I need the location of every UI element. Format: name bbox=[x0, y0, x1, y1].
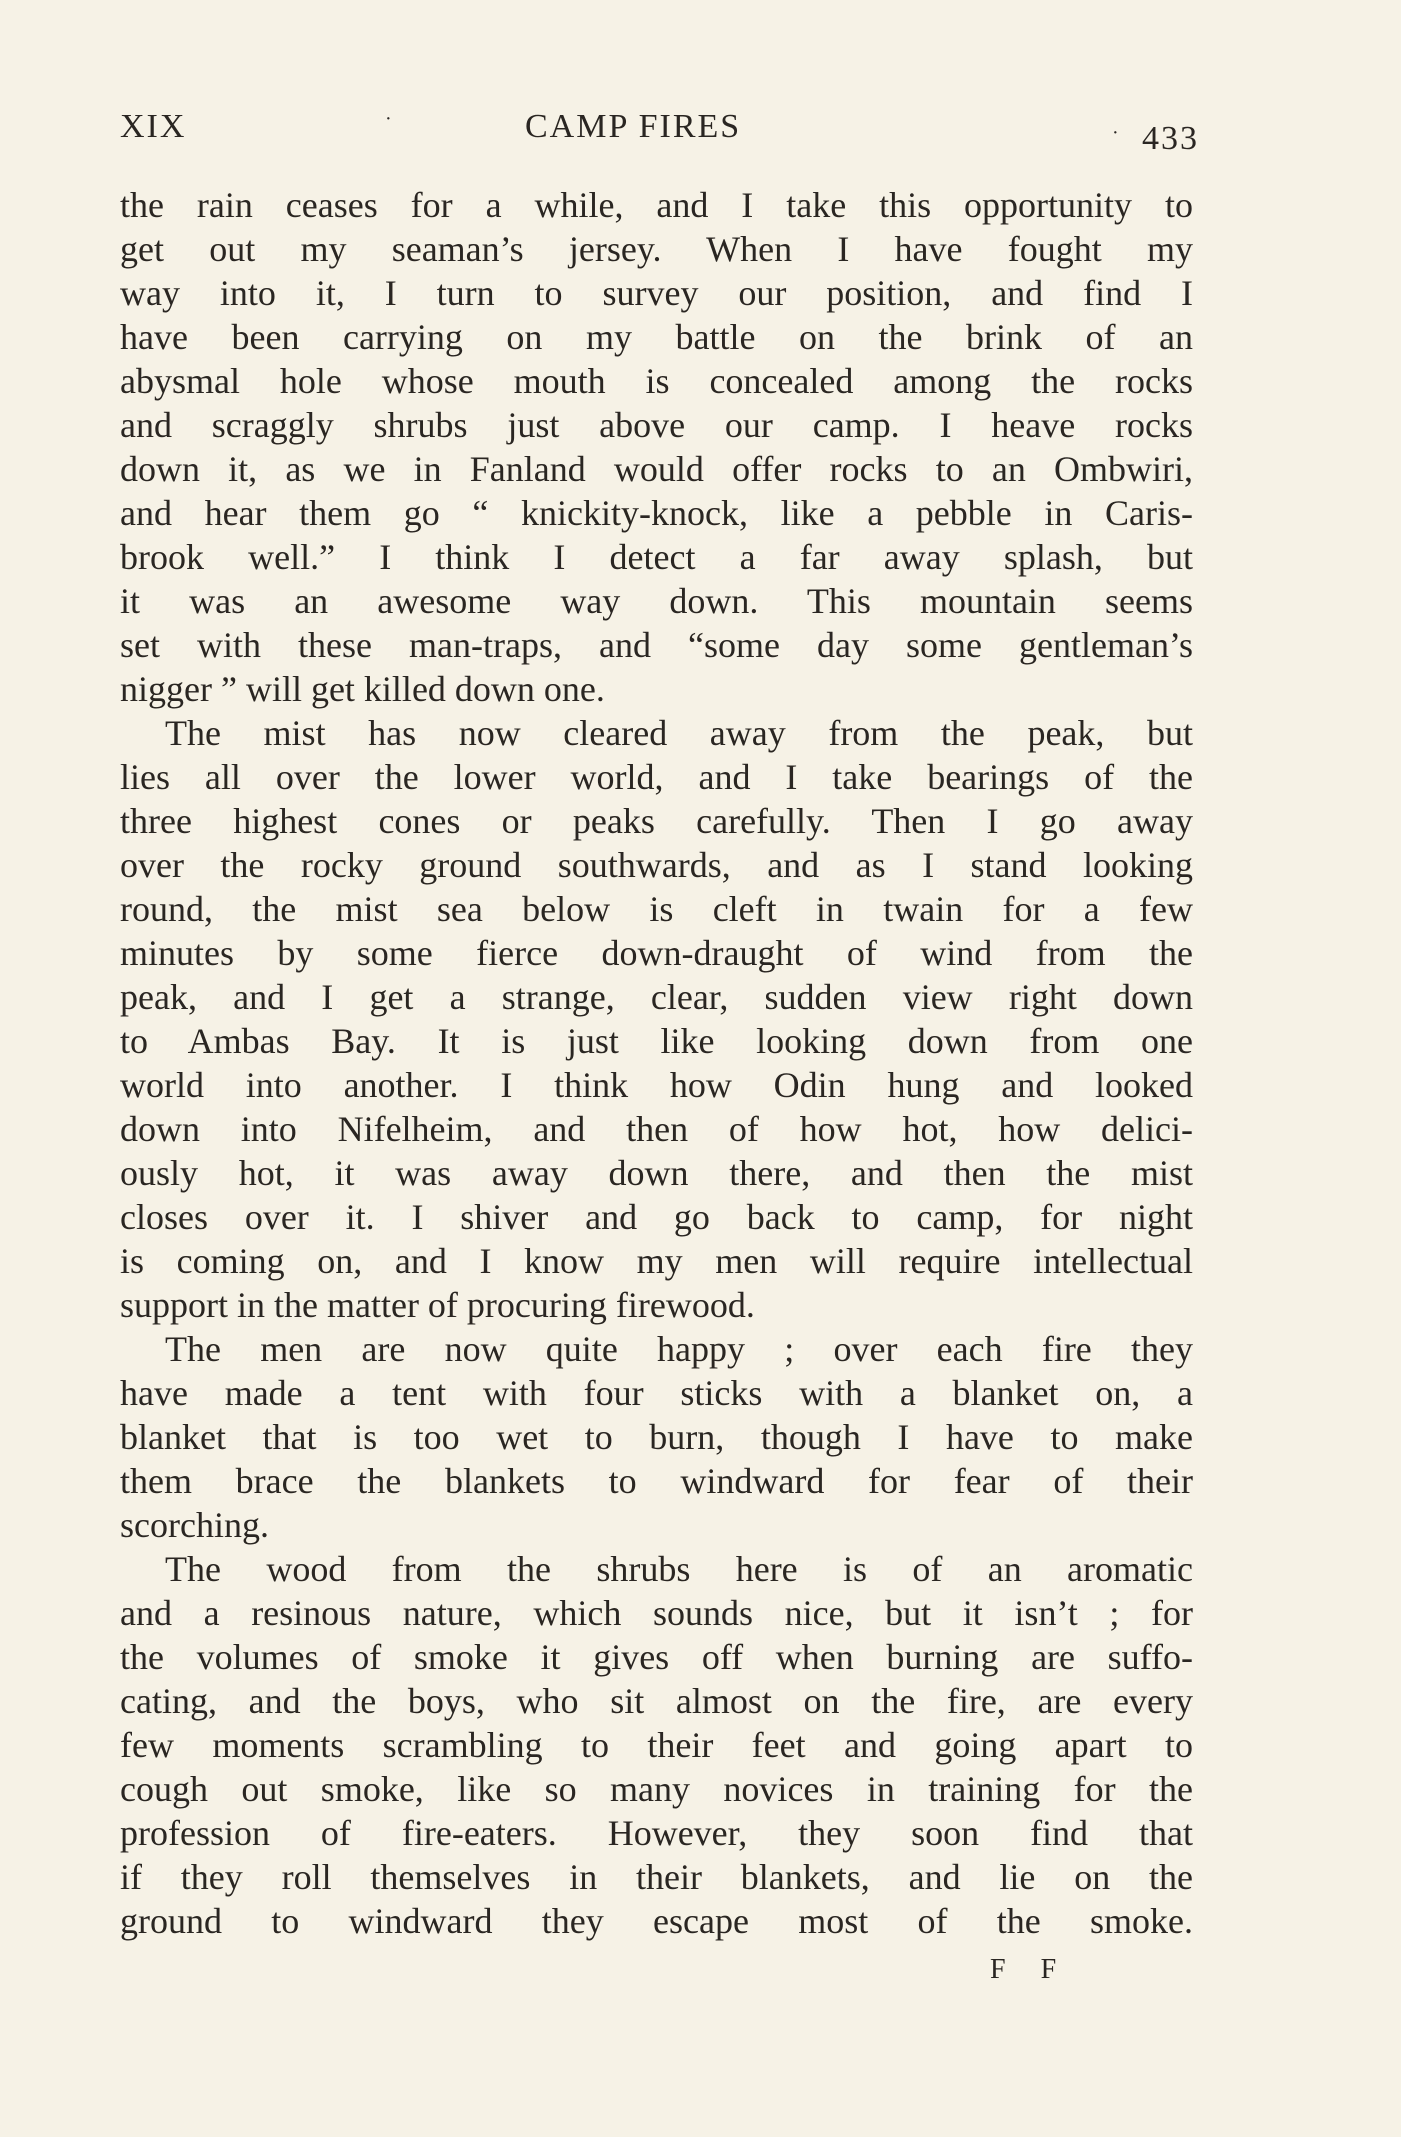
text-line: three highest cones or peaks carefully. Then I go away bbox=[120, 801, 1193, 841]
text-line: ground to windward they escape most of the smoke. bbox=[120, 1901, 1193, 1941]
text-line: cating, and the boys, who sit almost on the fire, are every bbox=[120, 1681, 1193, 1721]
page-number: 433 bbox=[1142, 120, 1199, 157]
chapter-title: CAMP FIRES bbox=[525, 108, 742, 145]
text-line: if they roll themselves in their blankets, and lie on the bbox=[120, 1857, 1193, 1897]
text-line: lies all over the lower world, and I take bearings of the bbox=[120, 757, 1193, 797]
text-line: the rain ceases for a while, and I take this opportunity to bbox=[120, 185, 1193, 225]
text-line: closes over it. I shiver and go back to camp, for night bbox=[120, 1197, 1193, 1237]
paragraph-first-line: The mist has now cleared away from the peak, but bbox=[165, 713, 1193, 753]
text-line: them brace the blankets to windward for fear of their bbox=[120, 1461, 1193, 1501]
signature-mark: F F bbox=[990, 1954, 1071, 1985]
text-line: it was an awesome way down. This mountain seems bbox=[120, 581, 1193, 621]
text-line: have made a tent with four sticks with a blanket on, a bbox=[120, 1373, 1193, 1413]
text-line: over the rocky ground southwards, and as I stand looking bbox=[120, 845, 1193, 885]
text-line: support in the matter of procuring firewood. bbox=[120, 1285, 755, 1325]
text-line: world into another. I think how Odin hung and looked bbox=[120, 1065, 1193, 1105]
header-separator-dot: · bbox=[385, 108, 394, 130]
text-line: nigger ” will get killed down one. bbox=[120, 669, 605, 709]
page-number-dot: · bbox=[1112, 122, 1121, 144]
text-line: and a resinous nature, which sounds nice, but it isn’t ; for bbox=[120, 1593, 1193, 1633]
paragraph-first-line: The men are now quite happy ; over each fire they bbox=[165, 1329, 1193, 1369]
text-line: down into Nifelheim, and then of how hot, how delici- bbox=[120, 1109, 1193, 1149]
body-text bbox=[120, 183, 1193, 1943]
text-line: have been carrying on my battle on the brink of an bbox=[120, 317, 1193, 357]
text-line: is coming on, and I know my men will require intellectual bbox=[120, 1241, 1193, 1281]
text-line: scorching. bbox=[120, 1505, 269, 1545]
text-line: minutes by some fierce down-draught of wind from the bbox=[120, 933, 1193, 973]
text-line: brook well.” I think I detect a far away splash, but bbox=[120, 537, 1193, 577]
text-line: to Ambas Bay. It is just like looking down from one bbox=[120, 1021, 1193, 1061]
text-line: few moments scrambling to their feet and going apart to bbox=[120, 1725, 1193, 1765]
text-line: cough out smoke, like so many novices in training for the bbox=[120, 1769, 1193, 1809]
text-line: and hear them go “ knickity-knock, like a pebble in Caris- bbox=[120, 493, 1193, 533]
chapter-number: XIX bbox=[120, 108, 187, 145]
text-line: get out my seaman’s jersey. When I have fought my bbox=[120, 229, 1193, 269]
text-line: abysmal hole whose mouth is concealed among the rocks bbox=[120, 361, 1193, 401]
text-line: ously hot, it was away down there, and then the mist bbox=[120, 1153, 1193, 1193]
text-line: blanket that is too wet to burn, though I have to make bbox=[120, 1417, 1193, 1457]
paragraph-first-line: The wood from the shrubs here is of an aromatic bbox=[165, 1549, 1193, 1589]
text-line: and scraggly shrubs just above our camp. I heave rocks bbox=[120, 405, 1193, 445]
text-line: way into it, I turn to survey our position, and find I bbox=[120, 273, 1193, 313]
text-line: down it, as we in Fanland would offer rocks to an Ombwiri, bbox=[120, 449, 1193, 489]
running-head bbox=[120, 108, 1200, 158]
text-line: set with these man-traps, and “some day some gentleman’s bbox=[120, 625, 1193, 665]
text-line: the volumes of smoke it gives off when burning are suffo- bbox=[120, 1637, 1193, 1677]
text-line: profession of fire-eaters. However, they soon find that bbox=[120, 1813, 1193, 1853]
text-line: peak, and I get a strange, clear, sudden view right down bbox=[120, 977, 1193, 1017]
text-line: round, the mist sea below is cleft in twain for a few bbox=[120, 889, 1193, 929]
